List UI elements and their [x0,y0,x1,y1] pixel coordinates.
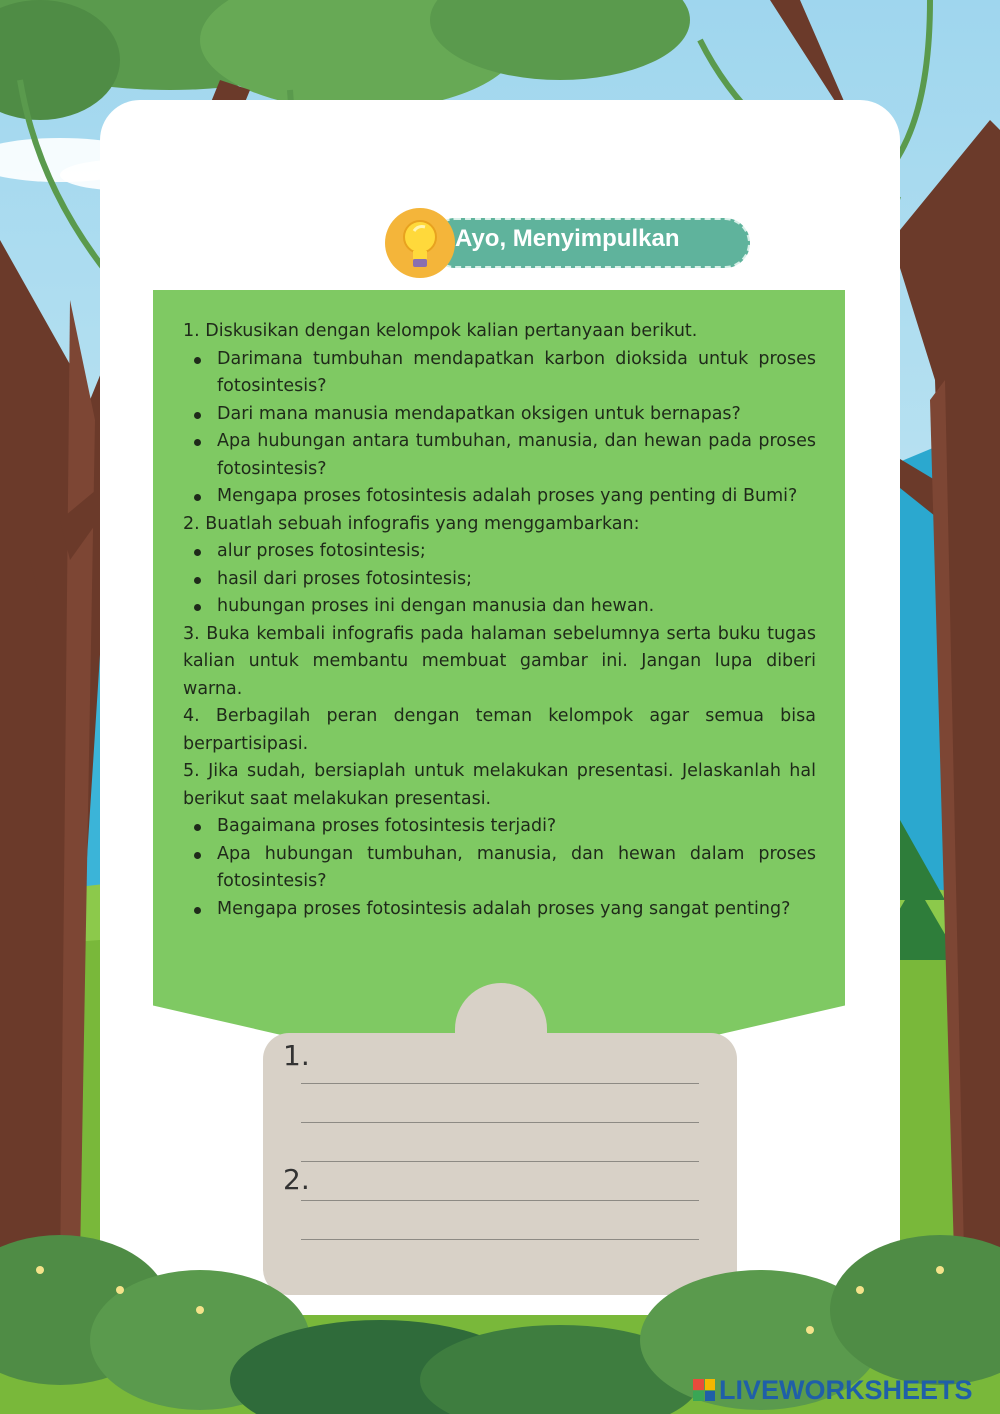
task-bullets [183,538,816,621]
task-intro: 4. Berbagilah peran dengan teman kelompok agar semua bisa berpartisipasi. [183,706,816,754]
answer-line-2[interactable] [301,1122,699,1123]
list-item: Apa hubungan tumbuhan, manusia, dan hewan dalam proses fotosintesis? [217,841,816,896]
list-item: alur proses fotosintesis; [217,538,816,566]
instruction-list [183,318,816,923]
task-bullets [183,813,816,923]
page-title: Ayo, Menyimpulkan [455,225,680,252]
list-item: Dari mana manusia mendapatkan oksigen untuk bernapas? [217,401,816,429]
list-item: hasil dari proses fotosintesis; [217,566,816,594]
task-bullets [183,346,816,511]
list-item: Darimana tumbuhan mendapatkan karbon dioksida untuk proses fotosintesis? [217,346,816,401]
answer-line-3[interactable] [301,1161,699,1162]
task-intro: 5. Jika sudah, bersiaplah untuk melakukan presentasi. Jelaskanlah hal berikut saat melakukan presentasi. [183,761,816,809]
task-intro: 2. Buatlah sebuah infografis yang menggambarkan: [183,513,640,534]
answer-label-2: 2. [283,1163,310,1196]
section-header [385,205,755,280]
list-item: Apa hubungan antara tumbuhan, manusia, dan hewan pada proses fotosintesis? [217,428,816,483]
lightbulb-icon [385,208,455,278]
liveworksheets-logo [693,1376,973,1404]
answer-line-4[interactable] [301,1200,699,1201]
list-item: Mengapa proses fotosintesis adalah proses yang sangat penting? [217,896,816,924]
task-intro: 3. Buka kembali infografis pada halaman sebelumnya serta buku tugas kalian untuk membantu membuat gambar ini. Jangan lupa diberi warna. [183,623,816,699]
answer-label-1: 1. [283,1039,310,1072]
logo-icon [693,1379,715,1401]
list-item: Mengapa proses fotosintesis adalah proses yang penting di Bumi? [217,483,816,511]
answer-line-1[interactable] [301,1083,699,1084]
list-item: hubungan proses ini dengan manusia dan hewan. [217,593,816,621]
logo-text: LIVEWORKSHEETS [719,1374,973,1405]
list-item: Bagaimana proses fotosintesis terjadi? [217,813,816,841]
task-intro: 1. Diskusikan dengan kelompok kalian pertanyaan berikut. [183,321,698,341]
